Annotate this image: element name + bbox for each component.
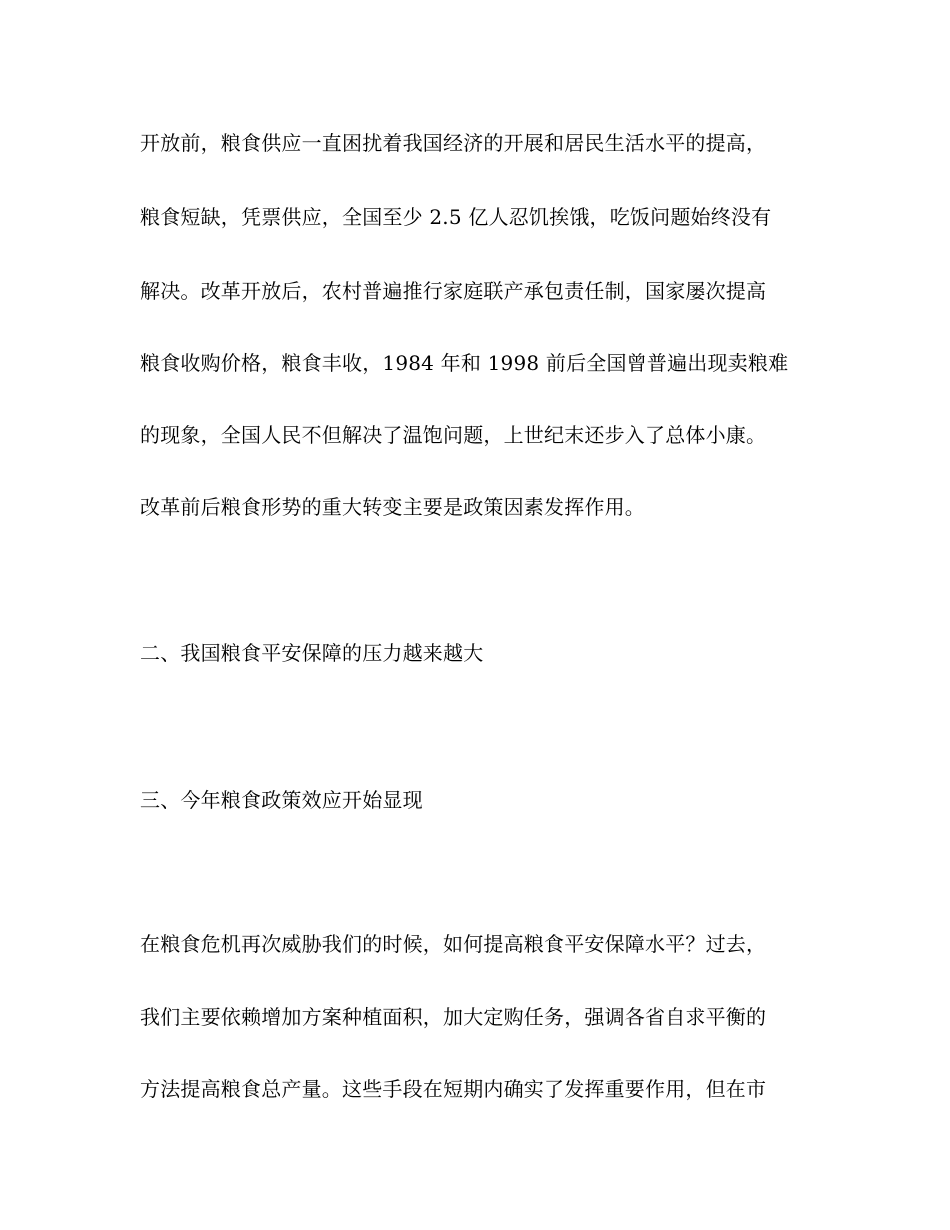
paragraph-1-line-2: 粮食短缺，凭票供应，全国至少 2.5 亿人忍饥挨饿，吃饭问题始终没有	[140, 205, 772, 229]
paragraph-2-line-2: 我们主要依赖增加方案种植面积，加大定购任务，强调各省自求平衡的	[140, 1005, 767, 1029]
paragraph-2-line-3: 方法提高粮食总产量。这些手段在短期内确实了发挥重要作用，但在市	[140, 1077, 767, 1101]
section-heading-3: 三、今年粮食政策效应开始显现	[140, 788, 423, 812]
paragraph-2-line-1: 在粮食危机再次威胁我们的时候，如何提高粮食平安保障水平？过去，	[140, 932, 767, 956]
paragraph-1-line-5: 的现象，全国人民不但解决了温饱问题，上世纪末还步入了总体小康。	[140, 423, 767, 447]
paragraph-1-line-1: 开放前，粮食供应一直困扰着我国经济的开展和居民生活水平的提高，	[140, 131, 767, 155]
paragraph-1-line-3: 解决。改革开放后，农村普遍推行家庭联产承包责任制，国家屡次提高	[140, 279, 767, 303]
paragraph-1-line-6: 改革前后粮食形势的重大转变主要是政策因素发挥作用。	[140, 495, 645, 519]
paragraph-1-line-4: 粮食收购价格，粮食丰收，1984 年和 1998 前后全国曾普遍出现卖粮难	[140, 351, 789, 375]
section-heading-2: 二、我国粮食平安保障的压力越来越大	[140, 641, 484, 665]
